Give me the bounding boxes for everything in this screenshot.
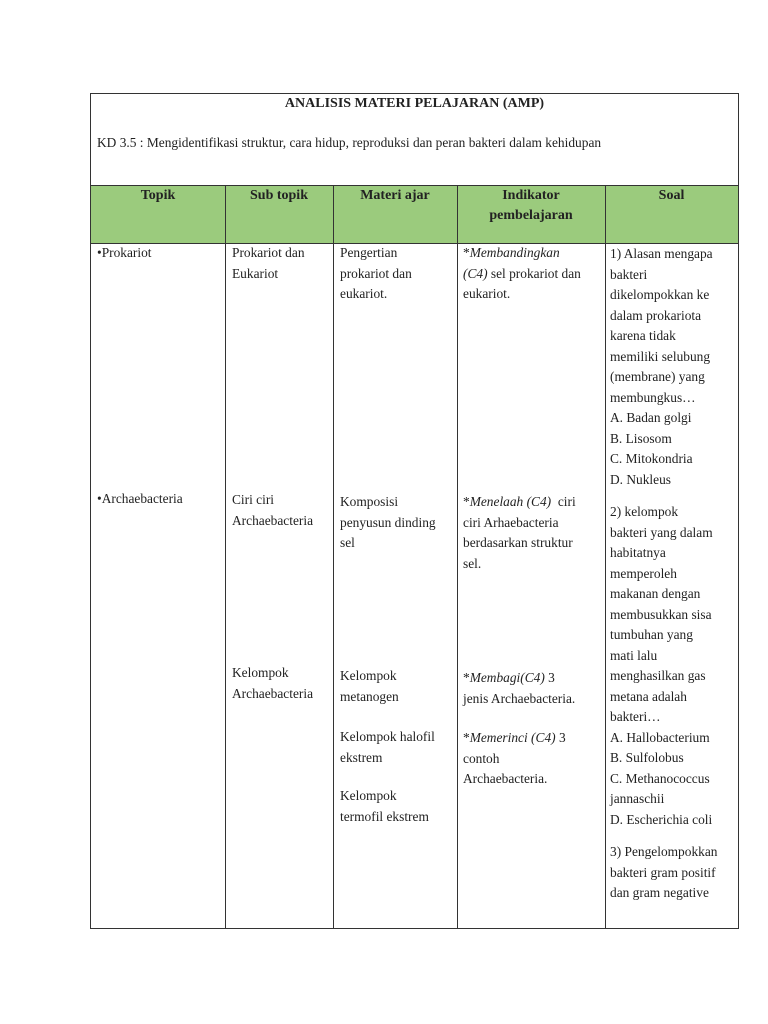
column-divider xyxy=(333,185,334,928)
indikator-line: berdasarkan struktur xyxy=(463,535,573,550)
soal-line: bakteri… xyxy=(610,709,661,724)
column-divider xyxy=(457,185,458,928)
materi-line: penyusun dinding xyxy=(340,514,436,530)
kd-statement: KD 3.5 : Mengidentifikasi struktur, cara hidup, reproduksi dan peran bakteri dalam kehidupan xyxy=(97,135,602,150)
subtopik-ciri-archaebacteria xyxy=(232,490,313,531)
soal-line: menghasilkan gas xyxy=(610,668,706,683)
header-topik: Topik xyxy=(140,188,176,203)
indikator-verb: Memerinci (C4) xyxy=(469,730,556,745)
materi-halofil xyxy=(340,727,435,768)
soal-question-2 xyxy=(610,502,738,830)
indikator-line xyxy=(463,492,576,513)
materi-line: Pengertian xyxy=(340,245,398,260)
soal-option: C. Mitokondria xyxy=(610,451,693,466)
amp-document xyxy=(90,93,739,929)
materi-line: termofil ekstrem xyxy=(340,808,429,824)
soal-line: 2) kelompok xyxy=(610,504,679,519)
soal-line: metana adalah xyxy=(610,688,687,704)
topik-archaebacteria: •Archaebacteria xyxy=(97,491,183,506)
soal-line: bakteri gram positif xyxy=(610,864,716,880)
materi-termofil xyxy=(340,786,429,827)
soal-line: (membrane) yang xyxy=(610,369,705,384)
indikator-star: * xyxy=(463,670,470,685)
soal-option: B. Lisosom xyxy=(610,430,672,446)
subtopik-line: Prokariot dan xyxy=(232,245,305,260)
soal-option: D. Nukleus xyxy=(610,471,671,487)
soal-option: A. Badan golgi xyxy=(610,410,692,425)
subtopik-prokariot-eukariot xyxy=(232,243,305,284)
indikator-verb: Membagi(C4) xyxy=(469,670,545,685)
soal-line: dan gram negative xyxy=(610,885,709,900)
soal-line: membungkus… xyxy=(610,389,696,405)
materi-line: Kelompok xyxy=(340,668,397,683)
indikator-star: * xyxy=(463,730,470,745)
soal-line: dalam prokariota xyxy=(610,307,702,323)
materi-line: Komposisi xyxy=(340,494,399,509)
soal-line: bakteri xyxy=(610,266,648,282)
soal-line: membusukkan sisa xyxy=(610,606,712,622)
soal-line: karena tidak xyxy=(610,328,676,343)
soal-option: A. Hallobacterium xyxy=(610,729,710,745)
soal-line: mati lalu xyxy=(610,647,658,663)
indikator-star: * xyxy=(463,494,470,509)
materi-line: Kelompok xyxy=(340,788,397,803)
header-indikator-line1: Indikator xyxy=(502,188,560,203)
indikator-verb: Membandingkan xyxy=(469,245,560,260)
soal-line: bakteri yang dalam xyxy=(610,524,713,540)
header-materi-ajar: Materi ajar xyxy=(360,188,430,203)
indikator-line xyxy=(463,668,575,689)
subtopik-line: Ciri ciri xyxy=(232,492,275,507)
document-title: ANALISIS MATERI PELAJARAN (AMP) xyxy=(284,96,545,111)
materi-line: Kelompok halofil xyxy=(340,729,435,744)
indikator-menelaah xyxy=(463,492,576,574)
materi-line: ekstrem xyxy=(340,749,383,765)
materi-line: prokariot dan xyxy=(340,265,412,281)
indikator-line: ciri Arhaebacteria xyxy=(463,514,559,530)
materi-metanogen xyxy=(340,666,399,707)
indikator-line: contoh xyxy=(463,750,500,766)
column-divider xyxy=(605,185,606,928)
indikator-verb: Menelaah (C4) xyxy=(469,494,552,509)
subtopik-line: Archaebacteria xyxy=(232,512,314,528)
soal-option: D. Escherichia coli xyxy=(610,811,713,827)
soal-line: memiliki selubung xyxy=(610,348,711,364)
indikator-text: 3 xyxy=(544,670,555,685)
indikator-text: ciri xyxy=(551,494,576,509)
subtopik-line: Archaebacteria xyxy=(232,685,314,701)
soal-question-1 xyxy=(610,244,738,490)
header-indikator xyxy=(457,186,605,226)
indikator-star: * xyxy=(463,245,470,260)
header-sub-topik: Sub topik xyxy=(250,188,308,203)
indikator-line xyxy=(463,728,566,749)
subtopik-line: Kelompok xyxy=(232,665,289,680)
soal-line: 1) Alasan mengapa xyxy=(610,246,713,261)
indikator-text: 3 xyxy=(555,730,566,745)
indikator-level: (C4) xyxy=(463,265,488,281)
header-indikator-line2: pembelajaran xyxy=(489,208,573,223)
indikator-line xyxy=(463,264,581,285)
materi-pengertian xyxy=(340,243,412,305)
soal-option: C. Methanococcus xyxy=(610,770,710,786)
indikator-line xyxy=(463,243,581,264)
indikator-line: jenis Archaebacteria. xyxy=(463,690,576,706)
indikator-membagi xyxy=(463,668,575,709)
soal-line: 3) Pengelompokkan xyxy=(610,844,718,859)
topik-prokariot: •Prokariot xyxy=(97,245,152,260)
indikator-line: sel. xyxy=(463,555,482,571)
subtopik-line: Eukariot xyxy=(232,265,279,281)
subtopik-kelompok-archaebacteria xyxy=(232,663,313,704)
materi-line: metanogen xyxy=(340,688,399,704)
soal-line: memperoleh xyxy=(610,565,677,581)
indikator-line: Archaebacteria. xyxy=(463,771,548,786)
indikator-text: sel prokariot dan xyxy=(487,265,581,281)
soal-option: jannaschii xyxy=(610,791,665,806)
soal-line: dikelompokkan ke xyxy=(610,287,710,302)
soal-line: habitatnya xyxy=(610,545,666,560)
header-soal: Soal xyxy=(658,188,685,203)
indikator-membandingkan xyxy=(463,243,581,305)
column-divider xyxy=(225,185,226,928)
materi-komposisi xyxy=(340,492,436,554)
materi-line: sel xyxy=(340,535,355,550)
soal-question-3 xyxy=(610,842,738,904)
indikator-memerinci xyxy=(463,728,566,790)
materi-line: eukariot. xyxy=(340,286,388,301)
soal-option: B. Sulfolobus xyxy=(610,750,684,765)
soal-column xyxy=(610,244,738,904)
indikator-line: eukariot. xyxy=(463,286,511,301)
soal-line: makanan dengan xyxy=(610,586,701,601)
soal-line: tumbuhan yang xyxy=(610,627,693,642)
